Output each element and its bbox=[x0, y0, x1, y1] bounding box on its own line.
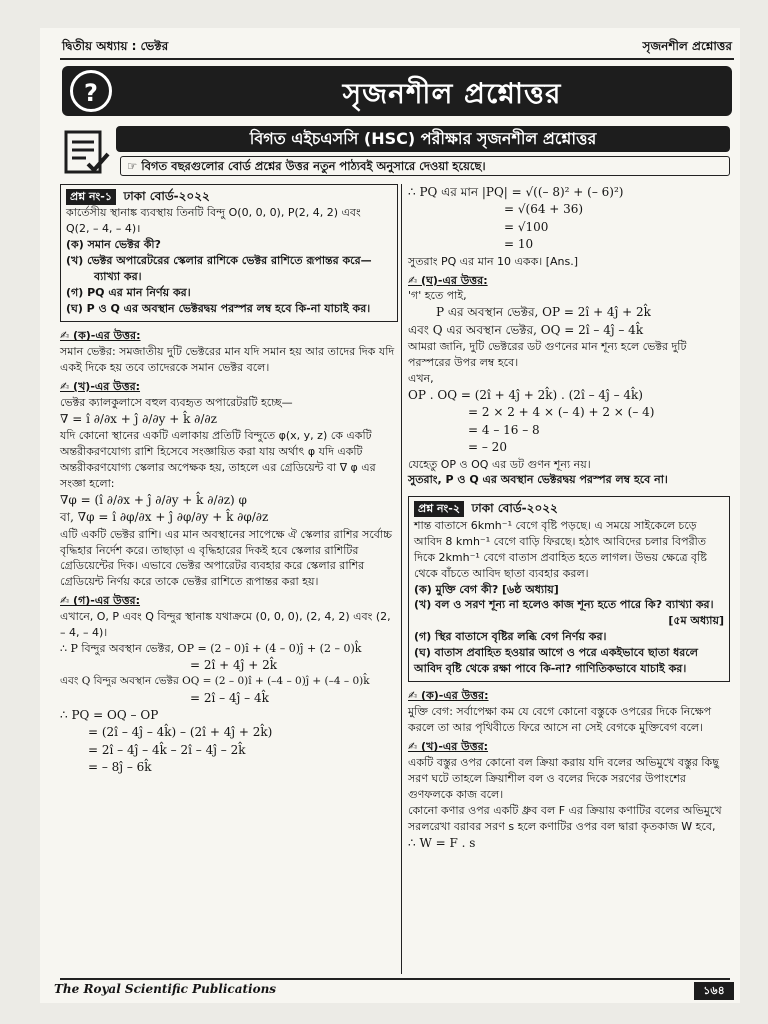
question-1-board: ঢাকা বোর্ড-২০২২ bbox=[123, 189, 210, 203]
q1-answer-d-text-3: এখন, bbox=[408, 372, 434, 386]
q1-part-c: (গ) PQ এর মান নির্ণয় কর। bbox=[66, 286, 191, 300]
pq-step-1: = (2î – 4ĵ – 4k̂) – (2î + 4ĵ + 2k̂) bbox=[88, 725, 273, 740]
q2-answer-b-text-2: কোনো কণার ওপর একটি ধ্রুব বল F এর ক্রিয়ায় কণাটির বলের অভিমুখে সরলরেখা বরাবর সরণ s হলে কণাটির ওপর বল দ্বারা কৃতকাজ W হবে, bbox=[408, 803, 722, 833]
q2-part-b-2: [৫ম অধ্যায়] bbox=[668, 614, 724, 628]
op-equation: ∴ P বিন্দুর অবস্থান ভেক্টর, OP = (2 – 0)î + (4 – 0)ĵ + (2 – 0)k̂ bbox=[60, 642, 362, 656]
q2-part-d: (ঘ) বাতাস প্রবাহিত হওয়ার আগে ও পরে একইভাবে ছাতা ধরলে আবিদ বৃষ্টি থেকে রক্ষা পাবে কি-না? গাণিতিকভাবে যাচাই কর। bbox=[414, 646, 698, 676]
left-column bbox=[60, 184, 398, 777]
oq-result: = 2î – 4ĵ – 4k̂ bbox=[190, 690, 269, 705]
pq-magnitude-answer: সুতরাং PQ এর মান 10 একক। [Ans.] bbox=[408, 254, 579, 268]
q1-answer-d-head: ✍ (ঘ)-এর উত্তর: bbox=[408, 273, 488, 287]
q1-answer-b-text-2: যদি কোনো স্থানের একটি এলাকায় প্রতিটি বিন্দুতে φ(x, y, z) কে একটি অন্তরীকরণযোগ্য রাশি হিসেবে সংজ্ঞায়িত করা যায় অর্থাৎ φ যদি একটি অন্তরীকরণযোগ্য স্কেলার অপেক্ষক হয়, তাহলে এর গ্রেডিয়েন্ট বা ∇ φ এর সংজ্ঞা হলো: bbox=[60, 429, 376, 490]
q2-part-c: (গ) স্থির বাতাসে বৃষ্টির লব্ধি বেগ নির্ণয় কর। bbox=[414, 630, 607, 644]
op-vector: P এর অবস্থান ভেক্টর, OP = 2î + 4ĵ + 2k̂ bbox=[436, 305, 651, 320]
q1-answer-b-head: ✍ (খ)-এর উত্তর: bbox=[60, 379, 141, 393]
q1-part-a: (ক) সমান ভেক্টর কী? bbox=[66, 238, 161, 252]
q1-answer-c-head: ✍ (গ)-এর উত্তর: bbox=[60, 594, 141, 608]
q1-stem-2: Q(2, – 4, – 4)। bbox=[66, 222, 141, 236]
q1-answer-b-text-3: এটি একটি ভেক্টর রাশি। এর মান অবস্থানের সাপেক্ষে ঐ স্কেলার রাশির সর্বোচ্চ বৃদ্ধিহার নির্দেশ করে। তাছাড়া এ বৃদ্ধিহারের দিকই হবে স্কেলার রাশিটির গ্রেডিয়েন্টের দিক। এভাবে ভেক্টর অপারেটর ব্যবহার করে স্কেলার রাশির গ্রেডিয়েন্ট নির্ণয় করে তাকে ভেক্টর রাশিতে রূপান্তর করা হয়। bbox=[60, 527, 392, 589]
question-1-box bbox=[60, 184, 398, 322]
q1-stem-1: কার্তেসীয় স্থানাঙ্ক ব্যবস্থায় তিনটি বিন্দু O(0, 0, 0), P(2, 4, 2) এবং bbox=[66, 206, 361, 220]
title-banner bbox=[62, 66, 732, 116]
q1-answer-d-text-4: যেহেতু OP ও OQ এর ডট গুণন শূন্য নয়। bbox=[408, 457, 591, 471]
right-column bbox=[408, 184, 730, 852]
question-head-icon: ? bbox=[70, 70, 112, 112]
q1-answer-d-conclusion: সুতরাং, P ও Q এর অবস্থান ভেক্টরদ্বয় পরস্পর লম্ব হবে না। bbox=[408, 473, 668, 487]
column-divider bbox=[401, 184, 402, 974]
question-2-tag: প্রশ্ন নং-২ bbox=[414, 501, 464, 517]
work-equation: ∴ W = F . s bbox=[408, 835, 476, 850]
pq-magnitude-4: = 10 bbox=[504, 237, 534, 252]
pq-equation: ∴ PQ = OQ – OP bbox=[60, 708, 159, 723]
checklist-icon bbox=[62, 128, 110, 178]
q1-answer-b-text-1: ভেক্টর ক্যালকুলাসে বহুল ব্যবহৃত অপারেটরটি হচ্ছে— bbox=[60, 395, 293, 409]
q1-part-d: (ঘ) P ও Q এর অবস্থান ভেক্টরদ্বয় পরস্পর লম্ব হবে কি-না যাচাই কর। bbox=[66, 302, 371, 316]
q2-answer-b-head: ✍ (খ)-এর উত্তর: bbox=[408, 739, 489, 753]
q2-answer-a-text: মুক্তি বেগ: সর্বাপেক্ষা কম যে বেগে কোনো বস্তুকে ওপরের দিকে নিক্ষেপ করলে তা আর পৃথিবীতে ফিরে আসে না সেই বেগকে মুক্তিবেগ বলে। bbox=[408, 705, 712, 735]
gradient-equation-1: ∇φ = (î ∂/∂x + ĵ ∂/∂y + k̂ ∂/∂z) φ bbox=[60, 492, 247, 507]
oq-vector: এবং Q এর অবস্থান ভেক্টর, OQ = 2î – 4ĵ – 4k̂ bbox=[408, 322, 644, 337]
footer-rule bbox=[60, 978, 730, 980]
pq-magnitude-3: = √100 bbox=[504, 219, 549, 234]
pq-magnitude-2: = √(64 + 36) bbox=[504, 202, 584, 217]
q2-part-a: (ক) মুক্তি বেগ কী? [৬ষ্ঠ অধ্যায়] bbox=[414, 582, 559, 596]
q1-answer-d-text-1: 'গ' হতে পাই, bbox=[408, 289, 467, 303]
q1-part-b-2: ব্যাখ্যা কর। bbox=[94, 270, 142, 284]
q1-answer-c-text: এখানে, O, P এবং Q বিন্দুর স্থানাঙ্ক যথাক্রমে (0, 0, 0), (2, 4, 2) এবং (2, – 4, – 4)। bbox=[60, 610, 391, 640]
q1-answer-a-text: সমান ভেক্টর: সমজাতীয় দুটি ভেক্টরের মান যদি সমান হয় আর তাদের দিক যদি একই দিকে হয় তবে তাদেরকে সমান ভেক্টর বলে। bbox=[60, 344, 395, 374]
question-2-board: ঢাকা বোর্ড-২০২২ bbox=[471, 501, 558, 516]
q2-answer-b-text-1: একটি বস্তুর ওপর কোনো বল ক্রিয়া করায় যদি বলের অভিমুখে বস্তুর কিছু সরণ ঘটে তাহলে ক্রিয়াশীল বল ও বলের দিকে সরণের উপাংশের গুণফলকে কাজ বলে। bbox=[408, 755, 719, 801]
op-result: = 2î + 4ĵ + 2k̂ bbox=[190, 658, 277, 673]
header-rule bbox=[60, 58, 734, 60]
q2-answer-a-head: ✍ (ক)-এর উত্তর: bbox=[408, 689, 489, 703]
question-1-tag: প্রশ্ন নং-১ bbox=[66, 189, 116, 205]
dot-product-4: = – 20 bbox=[468, 440, 507, 455]
pq-magnitude-1: ∴ PQ এর মান |PQ| = √((– 8)² + (– 6)²) bbox=[408, 185, 624, 199]
chapter-header: দ্বিতীয় অধ্যায় : ভেক্টর bbox=[62, 39, 169, 53]
subheader-title: বিগত এইচএসসি (HSC) পরীক্ষার সৃজনশীল প্রশ্নোত্তর bbox=[116, 126, 730, 152]
subheader-note: ☞ বিগত বছরগুলোর বোর্ড প্রশ্নের উত্তর নতুন পাঠ্যবই অনুসারে দেওয়া হয়েছে। bbox=[120, 156, 730, 176]
oq-equation: এবং Q বিন্দুর অবস্থান ভেক্টর OQ = (2 – 0)î + (–4 – 0)ĵ + (–4 – 0)k̂ bbox=[60, 675, 370, 688]
q2-stem: শান্ত বাতাসে 6kmh⁻¹ বেগে বৃষ্টি পড়ছে। এ সময়ে সাইকেলে চড়ে আবিদ 8 kmh⁻¹ বেগে বাড়ি ফিরছে। হঠাৎ আবিদের চলার বিপরীত দিকে 2kmh⁻¹ বেগে বাতাস প্রবাহিত হতে লাগল। উভয় ক্ষেত্রে বৃষ্টি থেকে বাঁচতে আবিদ ছাতা ব্যবহার করল। bbox=[414, 518, 707, 580]
q1-answer-d-text-2: আমরা জানি, দুটি ভেক্টরের ডট গুণনের মান শূন্য হলে ভেক্টর দুটি পরস্পরের উপর লম্ব হবে। bbox=[408, 340, 687, 370]
publisher-name: The Royal Scientific Publications bbox=[54, 982, 277, 996]
gradient-equation-2: বা, ∇φ = î ∂φ/∂x + ĵ ∂φ/∂y + k̂ ∂φ/∂z bbox=[60, 510, 269, 525]
q2-part-b-1: (খ) বল ও সরণ শূন্য না হলেও কাজ শূন্য হতে পারে কি? ব্যাখ্যা কর। bbox=[414, 598, 714, 612]
del-operator-equation: ∇ = î ∂/∂x + ĵ ∂/∂y + k̂ ∂/∂z bbox=[60, 411, 217, 426]
dot-product-3: = 4 – 16 – 8 bbox=[468, 422, 540, 437]
dot-product-2: = 2 × 2 + 4 × (– 4) + 2 × (– 4) bbox=[468, 405, 655, 420]
page bbox=[40, 28, 740, 1003]
q1-answer-a-head: ✍ (ক)-এর উত্তর: bbox=[60, 328, 141, 342]
page-number: ১৬৪ bbox=[694, 982, 734, 1000]
section-header: সৃজনশীল প্রশ্নোত্তর bbox=[642, 39, 732, 53]
dot-product-1: OP . OQ = (2î + 4ĵ + 2k̂) . (2î – 4ĵ – 4k̂) bbox=[408, 387, 643, 402]
q1-part-b-1: (খ) ভেক্টর অপারেটরের স্কেলার রাশিকে ভেক্টর রাশিতে রূপান্তর করে— bbox=[66, 254, 372, 268]
pq-step-3: = – 8ĵ – 6k̂ bbox=[88, 760, 152, 775]
banner-title: সৃজনশীল প্রশ্নোত্তর bbox=[342, 77, 562, 110]
question-2-box bbox=[408, 496, 730, 682]
pq-step-2: = 2î – 4ĵ – 4k̂ – 2î – 4ĵ – 2k̂ bbox=[88, 742, 246, 757]
